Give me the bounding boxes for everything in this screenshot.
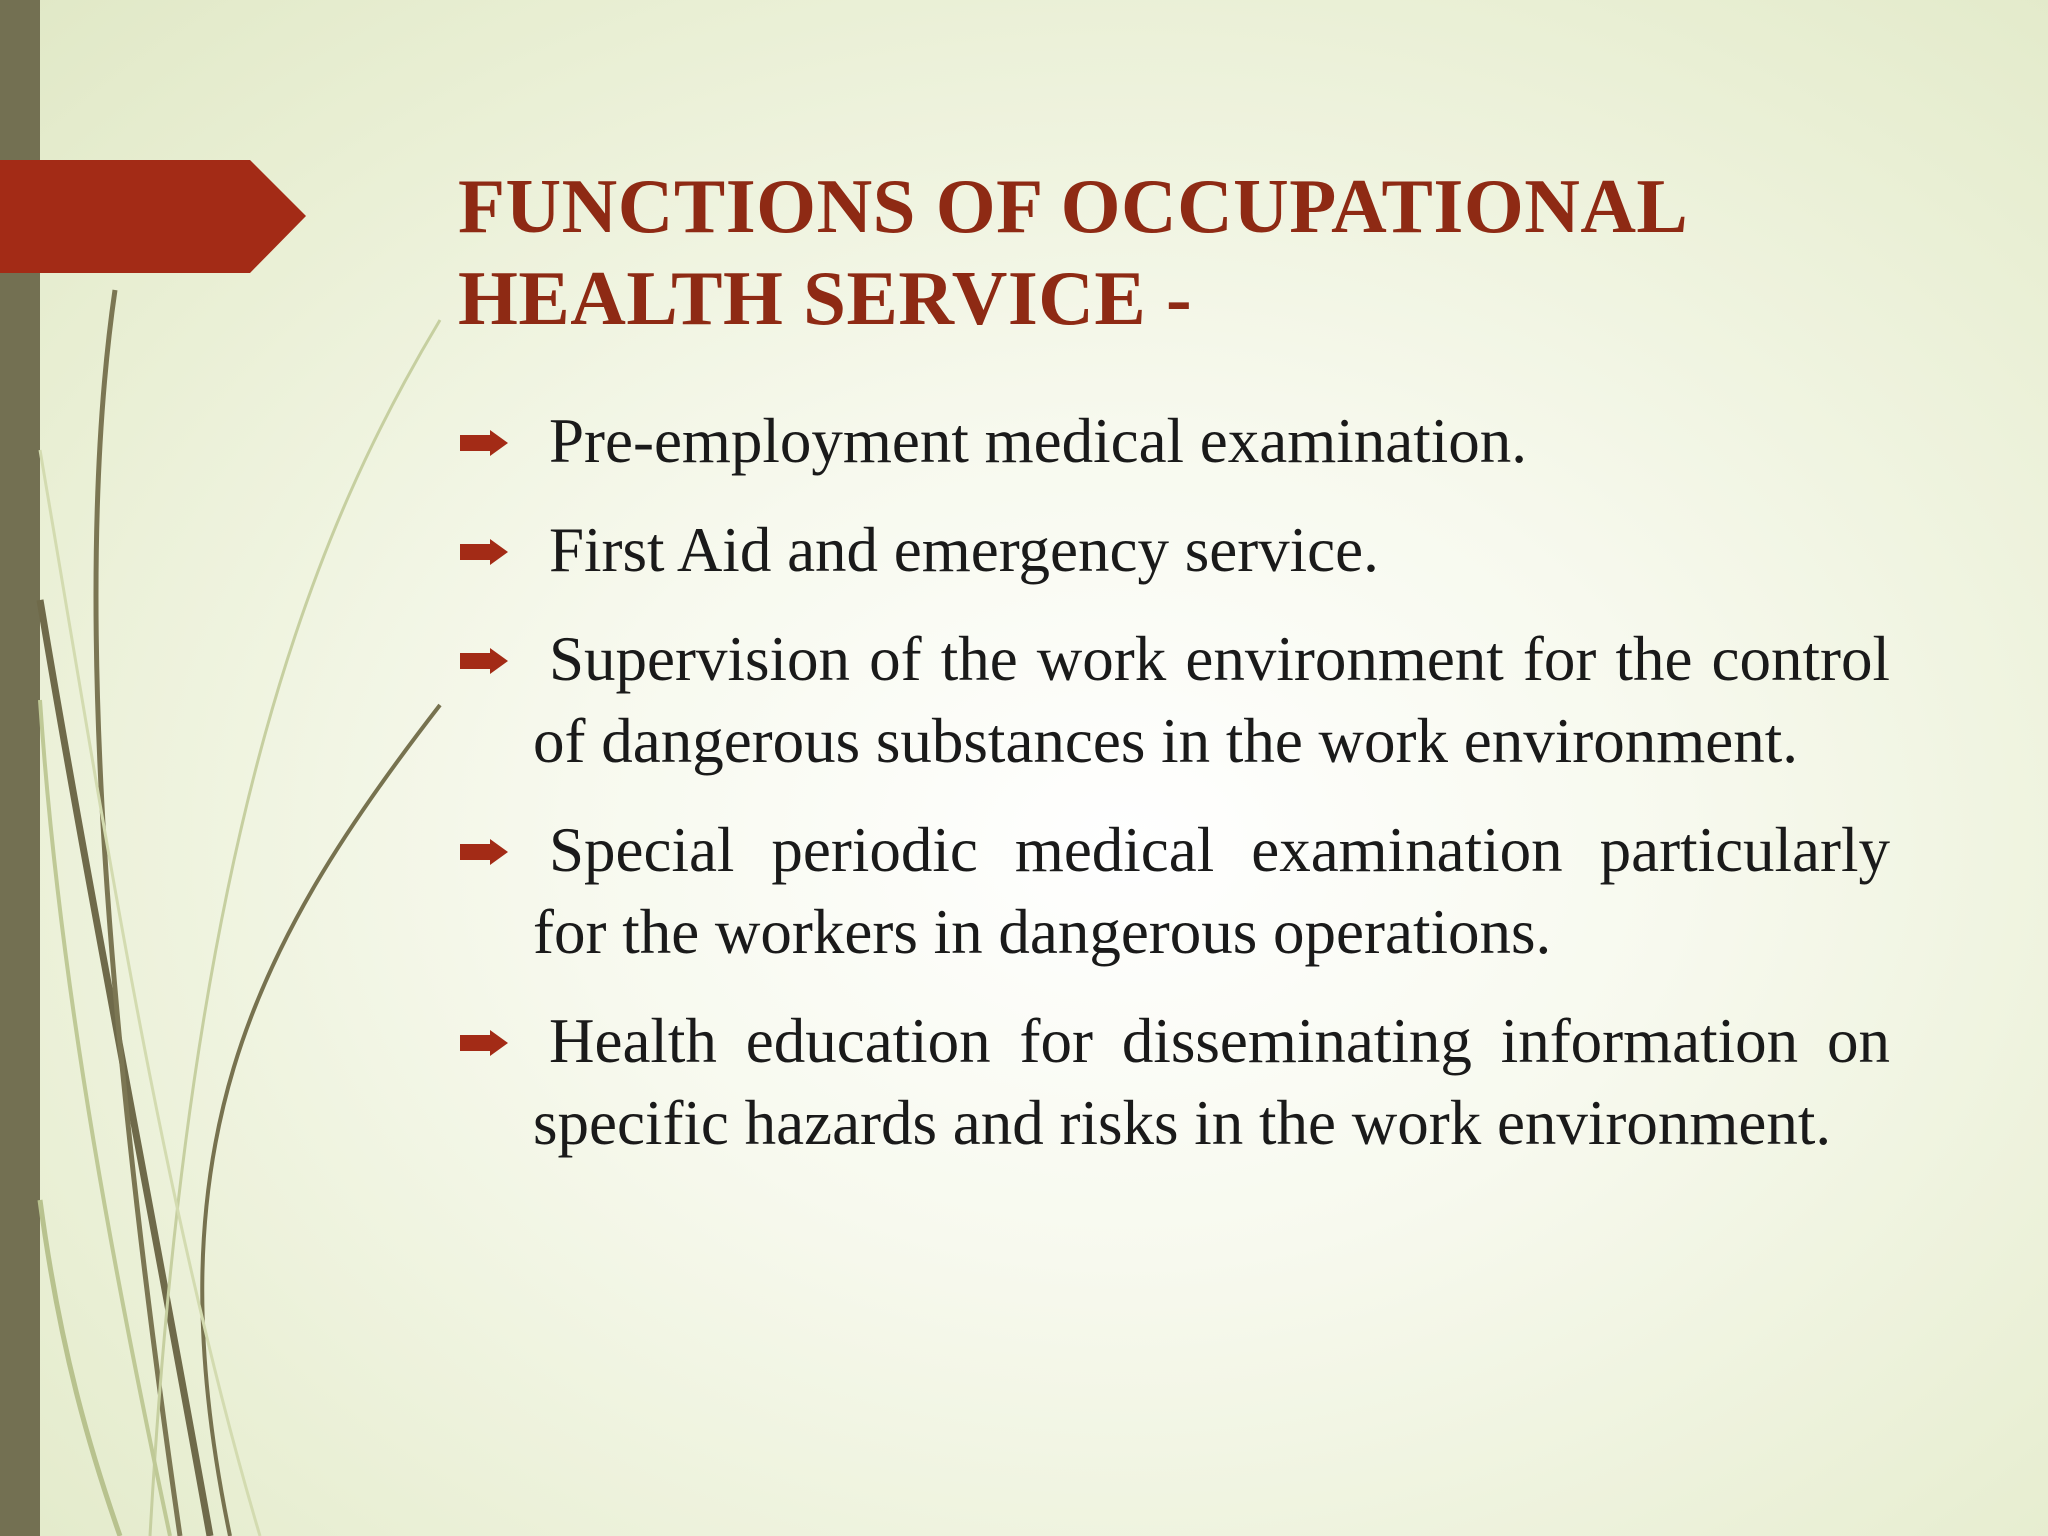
bullet-text: Health education for disseminating information on specific hazards and risks in the work environment. [533, 1006, 1890, 1158]
right-arrow-icon [460, 430, 508, 456]
right-arrow-icon [460, 648, 508, 674]
right-arrow-icon [460, 839, 508, 865]
bullet-item [458, 509, 1890, 591]
right-arrow-icon [460, 539, 508, 565]
slide-title: FUNCTIONS OF OCCUPATIONAL HEALTH SERVICE - [458, 163, 1685, 341]
bullet-text: Pre-employment medical examination. [549, 406, 1527, 476]
bullet-text: First Aid and emergency service. [549, 515, 1379, 585]
bullet-list [458, 400, 1890, 1191]
bullet-item [458, 400, 1890, 482]
bullet-item [458, 618, 1890, 782]
bullet-text: Supervision of the work environment for the control of dangerous substances in the work environment. [533, 624, 1890, 776]
title-arrow-banner [0, 160, 310, 273]
bullet-text: Special periodic medical examination particularly for the workers in dangerous operations. [533, 815, 1890, 967]
bullet-item [458, 809, 1890, 973]
right-arrow-icon [460, 1030, 508, 1056]
bullet-item [458, 1000, 1890, 1164]
